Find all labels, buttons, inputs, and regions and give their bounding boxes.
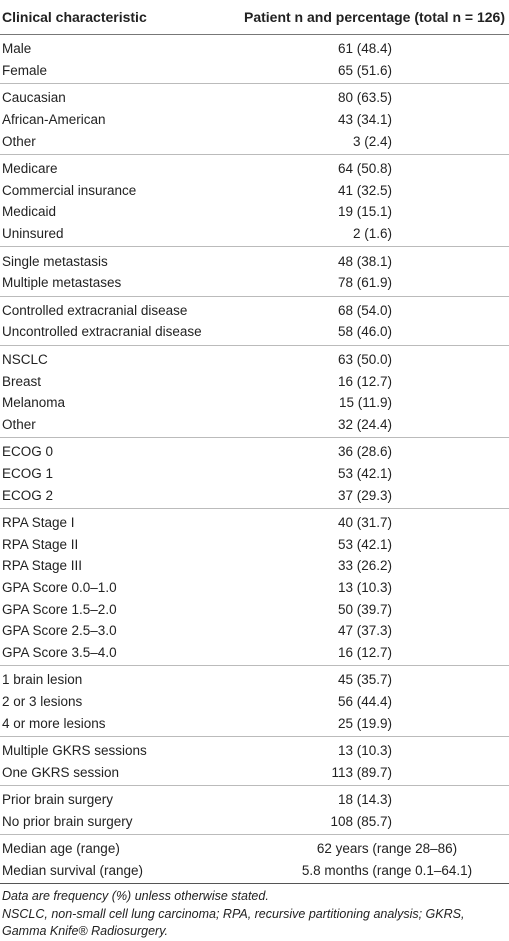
row-group — [0, 438, 509, 509]
value-cell: 5.8 months (range 0.1–64.1) — [301, 863, 473, 879]
table-row — [0, 789, 509, 811]
characteristic-cell: GPA Score 1.5–2.0 — [2, 601, 117, 617]
characteristic-cell: RPA Stage II — [2, 536, 79, 552]
table-row — [0, 838, 509, 860]
value-cell: 32 (24.4) — [337, 416, 392, 432]
table-row — [0, 669, 509, 691]
table-row — [0, 441, 509, 463]
row-group — [0, 346, 509, 438]
table-row — [0, 300, 509, 322]
value-cell: 53 (42.1) — [337, 465, 392, 481]
table-row — [0, 414, 509, 436]
table-row — [0, 463, 509, 485]
table-row — [0, 761, 509, 783]
table-row — [0, 641, 509, 663]
table-row — [0, 598, 509, 620]
table-row — [0, 370, 509, 392]
row-group — [0, 35, 509, 84]
characteristic-cell: ECOG 0 — [2, 444, 54, 460]
characteristic-cell: Median age (range) — [2, 841, 120, 857]
value-cell: 108 (85.7) — [330, 813, 392, 829]
characteristic-cell: Prior brain surgery — [2, 792, 114, 808]
value-cell: 80 (63.5) — [337, 90, 392, 106]
row-group — [0, 666, 509, 737]
characteristic-cell: 1 brain lesion — [2, 672, 83, 688]
table-row — [0, 712, 509, 734]
characteristic-cell: RPA Stage I — [2, 515, 75, 531]
table-body — [0, 35, 509, 884]
value-cell: 25 (19.9) — [337, 715, 392, 731]
characteristic-cell: GPA Score 0.0–1.0 — [2, 579, 117, 595]
table-row — [0, 484, 509, 506]
value-cell: 16 (12.7) — [337, 644, 392, 660]
characteristic-cell: Uncontrolled extracranial disease — [2, 324, 202, 340]
characteristic-cell: Median survival (range) — [2, 863, 144, 879]
row-group — [0, 297, 509, 346]
footnote-abbreviations: NSCLC, non-small cell lung carcinoma; RPA, recursive partitioning analysis; GKRS, Gamma Knife® Radiosurgery. — [2, 906, 465, 939]
characteristic-cell: Controlled extracranial disease — [2, 302, 188, 318]
characteristic-cell: Female — [2, 62, 48, 78]
characteristic-cell: Caucasian — [2, 90, 66, 106]
column-header-patient-n: Patient n and percentage (total n = 126) — [243, 9, 505, 25]
value-cell: 62 years (range 28–86) — [316, 841, 458, 857]
characteristic-cell: Multiple metastases — [2, 275, 122, 291]
table-row — [0, 180, 509, 202]
value-cell: 64 (50.8) — [337, 161, 392, 177]
value-cell: 33 (26.2) — [337, 558, 392, 574]
value-cell: 41 (32.5) — [337, 182, 392, 198]
table-row — [0, 620, 509, 642]
value-cell: 65 (51.6) — [337, 62, 392, 78]
value-cell: 48 (38.1) — [337, 253, 392, 269]
value-cell: 56 (44.4) — [337, 693, 392, 709]
value-cell: 2 (1.6) — [352, 226, 392, 242]
table-row — [0, 201, 509, 223]
row-group — [0, 155, 509, 247]
characteristic-cell: Medicaid — [2, 204, 57, 220]
characteristic-cell: Other — [2, 133, 36, 149]
value-cell: 19 (15.1) — [337, 204, 392, 220]
table-header — [0, 0, 509, 35]
value-cell: 45 (35.7) — [337, 672, 392, 688]
value-cell: 13 (10.3) — [337, 579, 392, 595]
value-cell: 13 (10.3) — [337, 743, 392, 759]
table-row — [0, 811, 509, 833]
value-cell: 50 (39.7) — [337, 601, 392, 617]
row-group — [0, 737, 509, 786]
characteristic-cell: One GKRS session — [2, 764, 120, 780]
table-row — [0, 349, 509, 371]
characteristic-cell: Single metastasis — [2, 253, 108, 269]
table-row — [0, 740, 509, 762]
table-row — [0, 321, 509, 343]
characteristic-cell: RPA Stage III — [2, 558, 83, 574]
value-cell: 58 (46.0) — [337, 324, 392, 340]
characteristic-cell: Other — [2, 416, 36, 432]
footnote-data-note: Data are frequency (%) unless otherwise stated. — [2, 889, 269, 904]
characteristic-cell: 2 or 3 lesions — [2, 693, 83, 709]
value-cell: 78 (61.9) — [337, 275, 392, 291]
characteristic-cell: African-American — [2, 112, 106, 128]
table-row — [0, 533, 509, 555]
characteristic-cell: Medicare — [2, 161, 58, 177]
row-group — [0, 509, 509, 666]
table-footnotes — [0, 884, 509, 941]
characteristic-cell: Male — [2, 41, 32, 57]
value-cell: 40 (31.7) — [337, 515, 392, 531]
characteristic-cell: ECOG 1 — [2, 465, 54, 481]
table-row — [0, 87, 509, 109]
value-cell: 18 (14.3) — [337, 792, 392, 808]
table-row — [0, 130, 509, 152]
row-group — [0, 786, 509, 835]
value-cell: 3 (2.4) — [352, 133, 392, 149]
table-row — [0, 555, 509, 577]
value-cell: 113 (89.7) — [331, 764, 392, 780]
characteristic-cell: Breast — [2, 373, 42, 389]
table-row — [0, 158, 509, 180]
characteristic-cell: ECOG 2 — [2, 487, 54, 503]
table-row — [0, 223, 509, 245]
table-row — [0, 860, 509, 882]
characteristic-cell: No prior brain surgery — [2, 813, 133, 829]
characteristic-cell: Melanoma — [2, 395, 66, 411]
row-group — [0, 247, 509, 296]
characteristic-cell: GPA Score 3.5–4.0 — [2, 644, 117, 660]
table-row — [0, 577, 509, 599]
value-cell: 68 (54.0) — [337, 302, 392, 318]
row-group — [0, 835, 509, 884]
value-cell: 63 (50.0) — [337, 352, 392, 368]
table-row — [0, 250, 509, 272]
table-row — [0, 109, 509, 131]
table-row — [0, 512, 509, 534]
value-cell: 61 (48.4) — [337, 41, 392, 57]
value-cell: 36 (28.6) — [337, 444, 392, 460]
table-row — [0, 38, 509, 60]
column-header-characteristic: Clinical characteristic — [2, 9, 147, 25]
table-row — [0, 691, 509, 713]
characteristic-cell: Uninsured — [2, 226, 64, 242]
table-row — [0, 60, 509, 82]
value-cell: 37 (29.3) — [337, 487, 392, 503]
characteristic-cell: Commercial insurance — [2, 182, 137, 198]
characteristic-cell: 4 or more lesions — [2, 715, 106, 731]
characteristic-cell: NSCLC — [2, 352, 48, 368]
value-cell: 16 (12.7) — [337, 373, 392, 389]
table-row — [0, 392, 509, 414]
value-cell: 15 (11.9) — [338, 395, 392, 411]
characteristic-cell: GPA Score 2.5–3.0 — [2, 623, 117, 639]
value-cell: 47 (37.3) — [337, 623, 392, 639]
value-cell: 53 (42.1) — [337, 536, 392, 552]
table-row — [0, 272, 509, 294]
row-group — [0, 84, 509, 155]
characteristic-cell: Multiple GKRS sessions — [2, 743, 147, 759]
value-cell: 43 (34.1) — [337, 112, 392, 128]
